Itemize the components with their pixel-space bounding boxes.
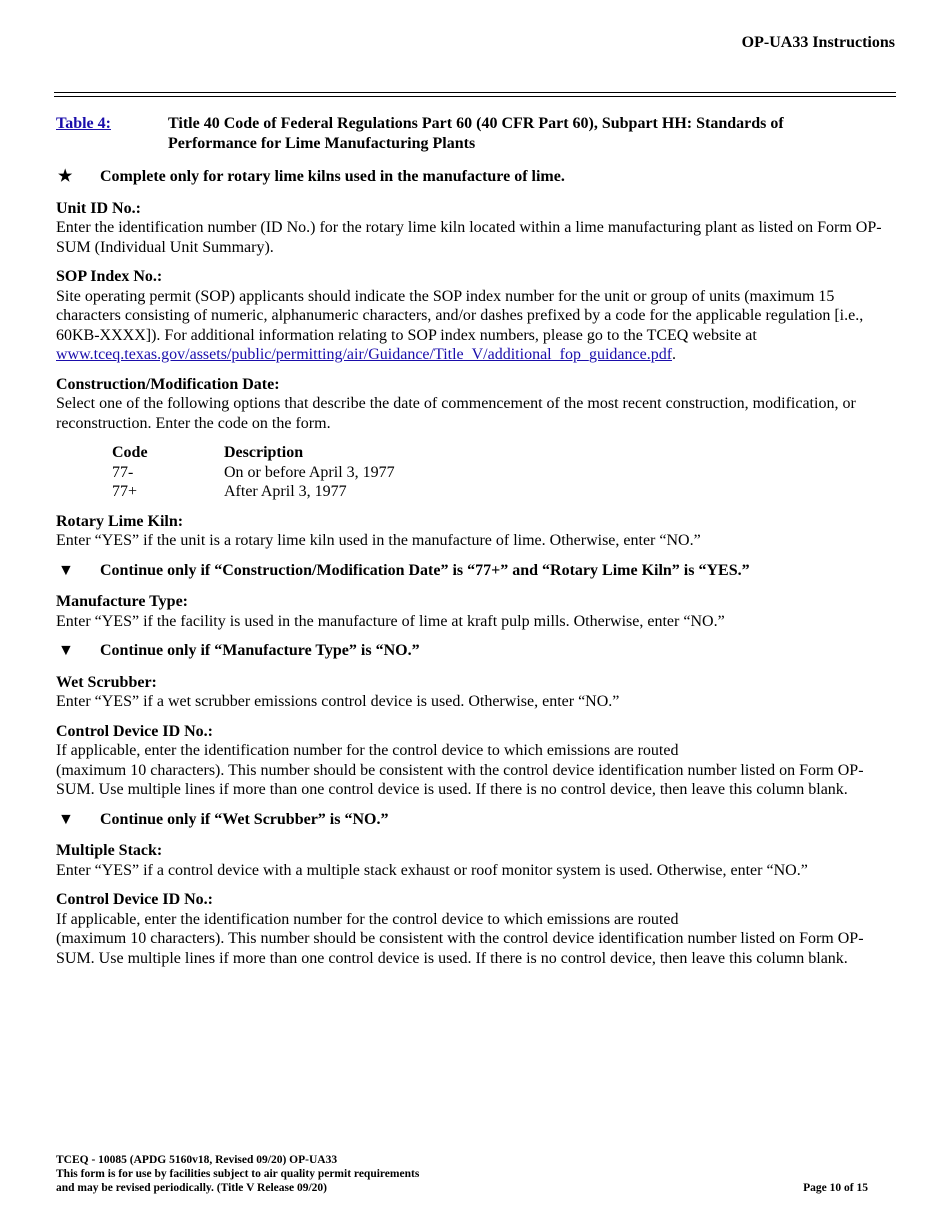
down-triangle-icon: ▼ (58, 561, 74, 579)
field-label: Manufacture Type: (56, 593, 188, 610)
table-heading (56, 114, 896, 153)
field-control-device-id (56, 722, 896, 800)
instruction-marker (56, 167, 896, 187)
page-number: Page 10 of 15 (803, 1182, 868, 1194)
field-manufacture-type (56, 592, 896, 631)
instructions-body (56, 114, 896, 978)
marker-text: Continue only if “Construction/Modification Date” is “77+” and “Rotary Lime Kiln” is “YES.” (100, 561, 750, 579)
field-label: Control Device ID No.: (56, 891, 214, 908)
code-cell: 77+ (112, 483, 138, 500)
field-construction-date (56, 375, 896, 502)
field-label: Wet Scrubber: (56, 673, 157, 691)
instruction-marker (56, 810, 896, 830)
field-control-device-id-2 (56, 890, 896, 968)
field-label: Construction/Modification Date: (56, 375, 280, 393)
description-cell: After April 3, 1977 (224, 483, 347, 500)
guidance-link[interactable]: www.tceq.texas.gov/assets/public/permitting/air/Guidance/Title_V/additional_fop_guidance.pdf (56, 346, 673, 363)
field-sop-index (56, 267, 896, 365)
code-table (112, 443, 896, 502)
description-text-end: . (672, 346, 677, 363)
field-description-line: If applicable, enter the identification number for the control device to which emissions are routed (56, 742, 679, 759)
marker-text: Complete only for rotary lime kilns used in the manufacture of lime. (100, 168, 565, 185)
marker-text: Continue only if “Manufacture Type” is “NO.” (100, 642, 420, 659)
field-description: Enter “YES” if the facility is used in the manufacture of lime at kraft pulp mills. Otherwise, enter “NO.” (56, 612, 725, 630)
field-unit-id (56, 199, 896, 258)
footer-note: This form is for use by facilities subject to air quality permit requirements (56, 1168, 420, 1180)
table-title: Title 40 Code of Federal Regulations Part 60 (40 CFR Part 60), Subpart HH: Standards of Performance for Lime Manufacturing Plants (168, 115, 784, 152)
field-description (56, 287, 896, 365)
code-table-header (112, 443, 896, 463)
field-label: SOP Index No.: (56, 268, 163, 285)
running-header: OP-UA33 Instructions (741, 34, 895, 51)
field-rotary-lime-kiln (56, 512, 896, 551)
table-ref-link[interactable]: Table 4: (56, 115, 111, 132)
page-footer (56, 1153, 868, 1195)
field-description: Select one of the following options that describe the date of commencement of the most recent construction, modification, or reconstruction. Enter the code on the form. (56, 395, 856, 432)
field-description: Enter “YES” if a wet scrubber emissions control device is used. Otherwise, enter “NO.” (56, 693, 620, 710)
instruction-marker (56, 641, 896, 661)
star-icon: ★ (58, 168, 73, 185)
footer-form-id: TCEQ - 10085 (APDG 5160v18, Revised 09/20) OP-UA33 (56, 1154, 338, 1166)
field-label: Control Device ID No.: (56, 722, 214, 740)
field-multiple-stack (56, 841, 896, 880)
down-triangle-icon: ▼ (58, 642, 74, 659)
description-text: Site operating permit (SOP) applicants should indicate the SOP index number for the unit or group of units (maximum 15 characters consisting of numeric, alphanumeric characters, and/or dashes prefixed by a code for the applicable regulation [i.e., 60KB-XXXX]). For additional information relating to SOP index numbers, please go to the TCEQ website at (56, 287, 864, 344)
field-description: (maximum 10 characters). This number should be consistent with the control device identification number listed on Form OP-SUM. Use multiple lines if more than one control device is used. If there is no control device, then leave this column blank. (56, 930, 864, 967)
field-label: Unit ID No.: (56, 199, 141, 217)
code-cell: 77- (112, 463, 134, 481)
down-triangle-icon: ▼ (58, 810, 74, 828)
marker-text: Continue only if “Wet Scrubber” is “NO.” (100, 810, 389, 828)
header-rule (54, 92, 896, 93)
description-cell: On or before April 3, 1977 (224, 463, 395, 481)
header-rule-thin (54, 96, 896, 97)
footer-note-2: and may be revised periodically. (Title V Release 09/20) (56, 1182, 327, 1194)
field-label: Rotary Lime Kiln: (56, 512, 184, 530)
field-description: Enter “YES” if the unit is a rotary lime kiln used in the manufacture of lime. Otherwise, enter “NO.” (56, 532, 701, 549)
table-row (112, 482, 896, 502)
field-label: Multiple Stack: (56, 842, 163, 859)
column-header-description: Description (224, 444, 304, 461)
table-row (112, 463, 896, 483)
instruction-marker (56, 561, 896, 581)
field-description-line: If applicable, enter the identification number for the control device to which emissions are routed (56, 910, 679, 928)
field-wet-scrubber (56, 673, 896, 712)
column-header-code: Code (112, 444, 148, 461)
field-description: Enter the identification number (ID No.) for the rotary lime kiln located within a lime manufacturing plant as listed on Form OP-SUM (Individual Unit Summary). (56, 219, 882, 256)
field-description: Enter “YES” if a control device with a multiple stack exhaust or roof monitor system is used. Otherwise, enter “NO.” (56, 861, 808, 879)
field-description: (maximum 10 characters). This number should be consistent with the control device identification number listed on Form OP-SUM. Use multiple lines if more than one control device is used. If there is no control device, then leave this column blank. (56, 761, 864, 798)
